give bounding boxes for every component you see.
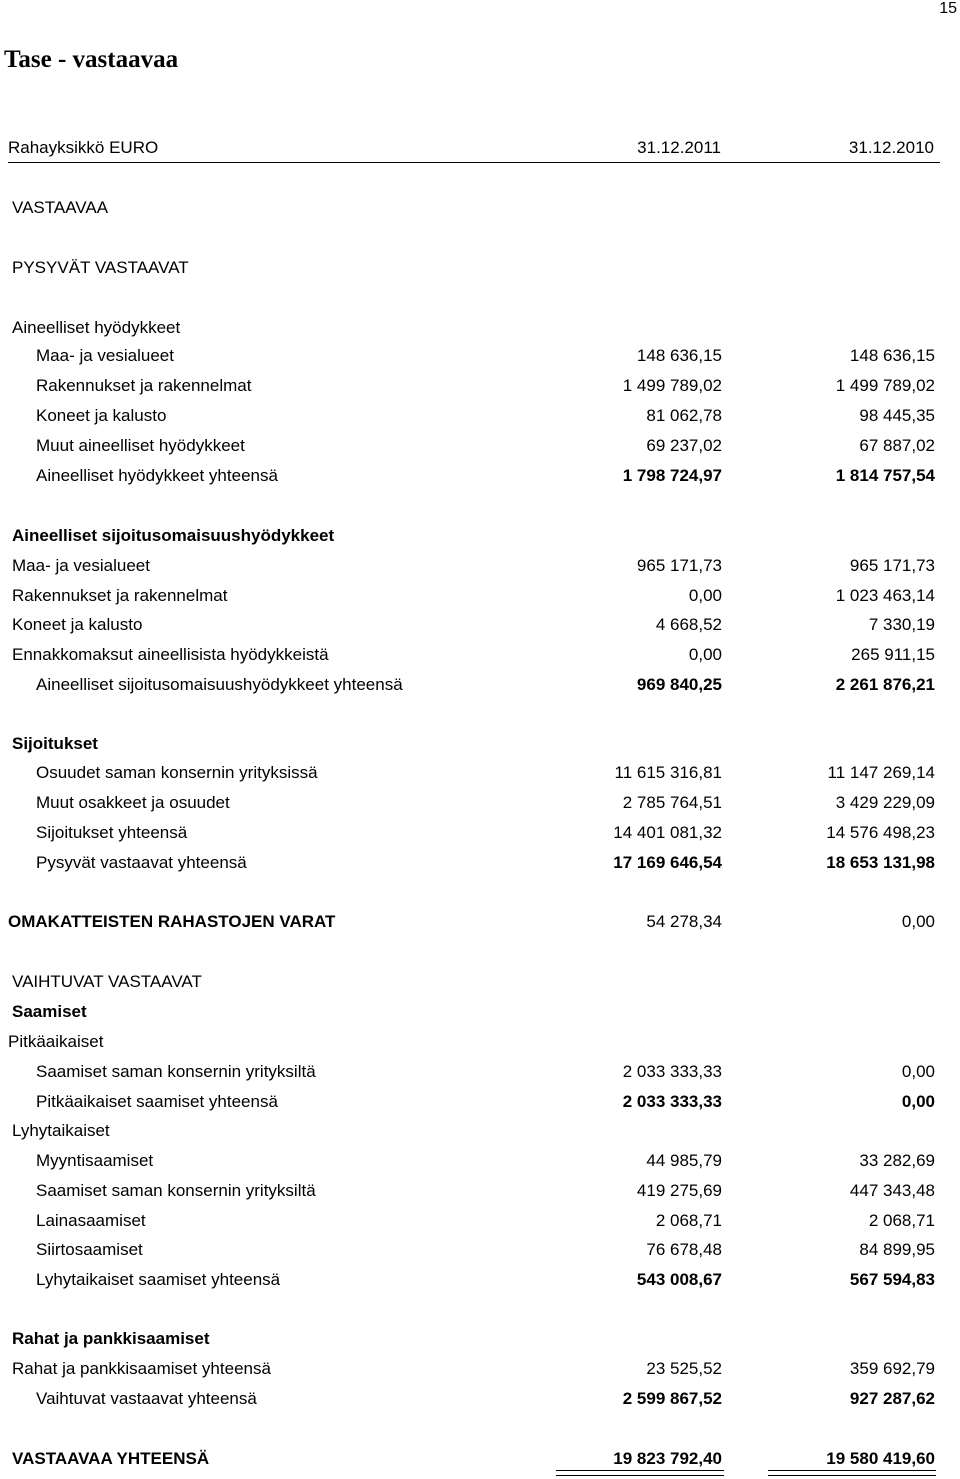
row-label: Koneet ja kalusto bbox=[36, 406, 167, 425]
value-2010: 18 653 131,98 bbox=[826, 853, 935, 872]
value-2010: 1 814 757,54 bbox=[835, 466, 935, 485]
column-header-2011: 31.12.2011 bbox=[637, 138, 721, 157]
page-title: Tase - vastaavaa bbox=[4, 46, 179, 73]
value-2010: 2 261 876,21 bbox=[835, 675, 935, 694]
value-2011: 2 599 867,52 bbox=[622, 1389, 722, 1408]
table-row bbox=[0, 526, 960, 556]
row-label: Ennakkomaksut aineellisista hyödykkeistä bbox=[12, 645, 329, 664]
value-2010: 0,00 bbox=[901, 1092, 935, 1111]
table-row bbox=[0, 1032, 960, 1062]
value-2011: 969 840,25 bbox=[636, 675, 722, 694]
value-2011: 19 823 792,40 bbox=[613, 1449, 722, 1468]
table-row bbox=[0, 1240, 960, 1270]
value-2011: 1 499 789,02 bbox=[622, 376, 722, 395]
value-2011: 4 668,52 bbox=[655, 615, 722, 634]
table-row bbox=[0, 1092, 960, 1122]
value-2011: 1 798 724,97 bbox=[622, 466, 722, 485]
table-header bbox=[8, 138, 940, 163]
value-2010: 67 887,02 bbox=[859, 436, 935, 455]
table-row bbox=[0, 466, 960, 496]
row-label: VAIHTUVAT VASTAAVAT bbox=[12, 972, 202, 991]
value-2011: 2 785 764,51 bbox=[622, 793, 722, 812]
value-2011: 0,00 bbox=[688, 645, 722, 664]
row-label: Rahat ja pankkisaamiset yhteensä bbox=[12, 1359, 271, 1378]
double-underline-2011 bbox=[556, 1470, 724, 1476]
row-label: Saamiset bbox=[12, 1002, 87, 1021]
table-row bbox=[0, 1151, 960, 1181]
value-2011: 2 033 333,33 bbox=[622, 1092, 722, 1111]
table-row bbox=[0, 436, 960, 466]
row-label: Maa- ja vesialueet bbox=[36, 346, 174, 365]
value-2010: 567 594,83 bbox=[849, 1270, 935, 1289]
column-header-2010: 31.12.2010 bbox=[848, 138, 934, 157]
value-2011: 543 008,67 bbox=[636, 1270, 722, 1289]
value-2010: 2 068,71 bbox=[868, 1211, 935, 1230]
row-label: Pysyvät vastaavat yhteensä bbox=[36, 853, 247, 872]
value-2011: 148 636,15 bbox=[636, 346, 722, 365]
value-2010: 0,00 bbox=[901, 912, 935, 931]
table-row bbox=[0, 912, 960, 942]
table-row bbox=[0, 972, 960, 1002]
row-label: Koneet ja kalusto bbox=[12, 615, 143, 634]
row-label: OMAKATTEISTEN RAHASTOJEN VARAT bbox=[8, 912, 336, 931]
value-2010: 98 445,35 bbox=[859, 406, 935, 425]
row-label: Saamiset saman konsernin yrityksiltä bbox=[36, 1181, 316, 1200]
row-label: Siirtosaamiset bbox=[36, 1240, 143, 1259]
table-row bbox=[0, 346, 960, 376]
table-row bbox=[0, 1211, 960, 1241]
table-row bbox=[0, 1329, 960, 1359]
value-2011: 69 237,02 bbox=[646, 436, 722, 455]
value-2011: 0,00 bbox=[688, 586, 722, 605]
value-2011: 44 985,79 bbox=[646, 1151, 722, 1170]
table-row bbox=[0, 853, 960, 883]
table-row bbox=[0, 1121, 960, 1151]
value-2011: 2 068,71 bbox=[655, 1211, 722, 1230]
table-row bbox=[0, 1181, 960, 1211]
value-2011: 14 401 081,32 bbox=[613, 823, 722, 842]
row-label: Vaihtuvat vastaavat yhteensä bbox=[36, 1389, 257, 1408]
value-2010: 7 330,19 bbox=[868, 615, 935, 634]
row-label: Aineelliset hyödykkeet bbox=[12, 318, 181, 337]
table-row bbox=[0, 556, 960, 586]
row-label: Lainasaamiset bbox=[36, 1211, 146, 1230]
value-2010: 3 429 229,09 bbox=[835, 793, 935, 812]
table-row bbox=[0, 258, 960, 288]
table-row bbox=[0, 376, 960, 406]
value-2011: 54 278,34 bbox=[646, 912, 722, 931]
table-row bbox=[0, 645, 960, 675]
value-2010: 19 580 419,60 bbox=[826, 1449, 935, 1468]
value-2010: 265 911,15 bbox=[851, 645, 935, 664]
value-2010: 0,00 bbox=[901, 1062, 935, 1081]
row-label: Muut osakkeet ja osuudet bbox=[36, 793, 230, 812]
value-2010: 1 499 789,02 bbox=[835, 376, 935, 395]
row-label: Aineelliset sijoitusomaisuushyödykkeet yhteensä bbox=[36, 675, 403, 694]
value-2011: 965 171,73 bbox=[636, 556, 722, 575]
value-2011: 2 033 333,33 bbox=[622, 1062, 722, 1081]
row-label: VASTAAVAA bbox=[12, 198, 109, 217]
value-2011: 11 615 316,81 bbox=[614, 763, 722, 782]
row-label: Saamiset saman konsernin yrityksiltä bbox=[36, 1062, 316, 1081]
row-label: Pitkäaikaiset saamiset yhteensä bbox=[36, 1092, 278, 1111]
value-2011: 81 062,78 bbox=[646, 406, 722, 425]
table-row bbox=[0, 318, 960, 348]
row-label: Lyhytaikaiset saamiset yhteensä bbox=[36, 1270, 281, 1289]
row-label: Pitkäaikaiset bbox=[8, 1032, 104, 1051]
value-2011: 17 169 646,54 bbox=[613, 853, 722, 872]
table-row bbox=[0, 793, 960, 823]
table-row bbox=[0, 406, 960, 436]
row-label: Myyntisaamiset bbox=[36, 1151, 154, 1170]
value-2010: 148 636,15 bbox=[849, 346, 935, 365]
row-label: Aineelliset sijoitusomaisuushyödykkeet bbox=[12, 526, 335, 545]
value-2010: 927 287,62 bbox=[849, 1389, 935, 1408]
value-2010: 11 147 269,14 bbox=[827, 763, 935, 782]
row-label: Rakennukset ja rakennelmat bbox=[12, 586, 228, 605]
row-label: Aineelliset hyödykkeet yhteensä bbox=[36, 466, 278, 485]
value-2010: 14 576 498,23 bbox=[826, 823, 935, 842]
table-row bbox=[0, 823, 960, 853]
table-row bbox=[0, 1002, 960, 1032]
row-label: Muut aineelliset hyödykkeet bbox=[36, 436, 245, 455]
row-label: Rahat ja pankkisaamiset bbox=[12, 1329, 210, 1348]
value-2010: 33 282,69 bbox=[859, 1151, 935, 1170]
row-label: PYSYVÄT VASTAAVAT bbox=[12, 258, 189, 277]
table-row bbox=[0, 615, 960, 645]
row-label: VASTAAVAA YHTEENSÄ bbox=[12, 1449, 210, 1468]
unit-label: Rahayksikkö EURO bbox=[8, 138, 159, 157]
value-2010: 447 343,48 bbox=[849, 1181, 935, 1200]
value-2011: 76 678,48 bbox=[646, 1240, 722, 1259]
value-2011: 23 525,52 bbox=[646, 1359, 722, 1378]
table-row bbox=[0, 763, 960, 793]
row-label: Sijoitukset bbox=[12, 734, 98, 753]
table-row bbox=[0, 675, 960, 705]
table-row bbox=[0, 586, 960, 616]
value-2010: 965 171,73 bbox=[849, 556, 935, 575]
table-row bbox=[0, 1270, 960, 1300]
value-2010: 84 899,95 bbox=[859, 1240, 935, 1259]
row-label: Maa- ja vesialueet bbox=[12, 556, 150, 575]
row-label: Osuudet saman konsernin yrityksissä bbox=[36, 763, 318, 782]
table-row bbox=[0, 734, 960, 764]
row-label: Rakennukset ja rakennelmat bbox=[36, 376, 252, 395]
value-2010: 1 023 463,14 bbox=[835, 586, 935, 605]
page-number: 15 bbox=[939, 0, 957, 17]
double-underline-2010 bbox=[768, 1470, 936, 1476]
table-row bbox=[0, 1062, 960, 1092]
table-row bbox=[0, 1359, 960, 1389]
value-2011: 419 275,69 bbox=[636, 1181, 722, 1200]
table-row bbox=[0, 1389, 960, 1419]
row-label: Sijoitukset yhteensä bbox=[36, 823, 188, 842]
row-label: Lyhytaikaiset bbox=[12, 1121, 110, 1140]
table-row bbox=[0, 198, 960, 228]
value-2010: 359 692,79 bbox=[849, 1359, 935, 1378]
